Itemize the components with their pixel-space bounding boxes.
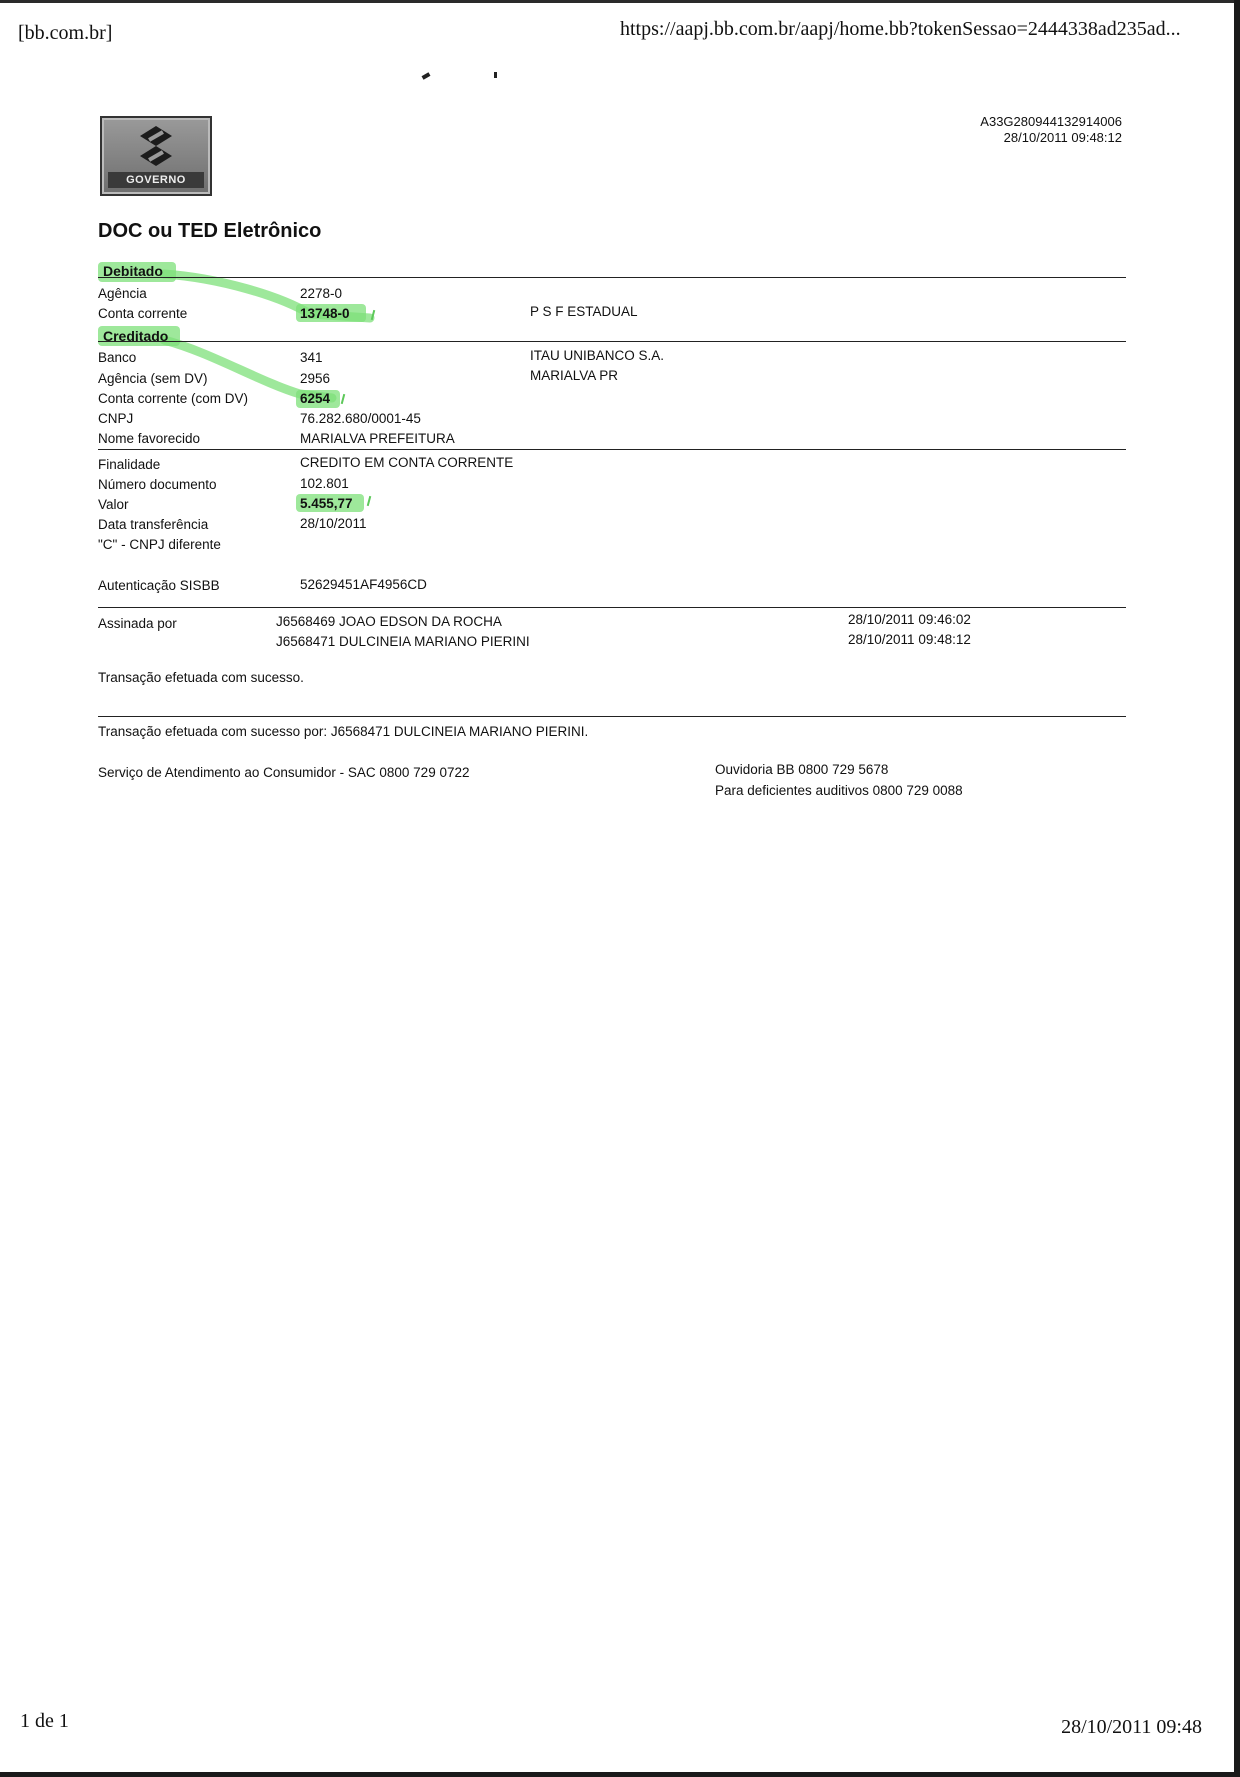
cnpj-different-label: "C" - CNPJ diferente xyxy=(98,537,221,552)
debit-account-label: Conta corrente xyxy=(98,306,188,321)
credit-bank-label: Banco xyxy=(98,350,137,365)
credit-agency-city: MARIALVA PR xyxy=(530,368,619,383)
document-datetime: 28/10/2011 09:48:12 xyxy=(1003,130,1122,145)
debit-account-value: 13748-0 xyxy=(300,306,350,321)
print-datetime: 28/10/2011 09:48 xyxy=(1061,1716,1202,1738)
hearing-impaired-contact: Para deficientes auditivos 0800 729 0088 xyxy=(715,783,963,798)
logo-label: GOVERNO xyxy=(108,172,204,188)
page-title: DOC ou TED Eletrônico xyxy=(98,220,322,242)
document-code: A33G280944132914006 xyxy=(980,114,1122,129)
signed-by-label: Assinada por xyxy=(98,616,177,631)
section-divider xyxy=(98,716,1126,717)
bank-logo xyxy=(100,116,212,196)
highlight-tick xyxy=(367,496,372,506)
section-divider xyxy=(98,607,1126,608)
purpose-value: CREDITO EM CONTA CORRENTE xyxy=(300,455,514,470)
credit-payee-label: Nome favorecido xyxy=(98,431,201,446)
section-divider xyxy=(98,449,1126,450)
page-edge-right xyxy=(1234,0,1240,1777)
page-edge-bottom xyxy=(0,1772,1240,1777)
transfer-date-label: Data transferência xyxy=(98,517,209,532)
credit-bank-value: 341 xyxy=(300,350,323,365)
transfer-date-value: 28/10/2011 xyxy=(300,516,367,531)
status-message: Transação efetuada com sucesso. xyxy=(98,670,304,685)
scan-speck xyxy=(494,72,497,78)
section-creditado-title: Creditado xyxy=(103,328,169,344)
status-message-by: Transação efetuada com sucesso por: J6568471 DULCINEIA MARIANO PIERINI. xyxy=(98,724,589,739)
credit-agency-value: 2956 xyxy=(300,371,331,386)
ouvidoria-contact: Ouvidoria BB 0800 729 5678 xyxy=(715,762,889,777)
credit-cnpj-value: 76.282.680/0001-45 xyxy=(300,411,421,426)
credit-cnpj-label: CNPJ xyxy=(98,411,134,426)
document-number-label: Número documento xyxy=(98,477,217,492)
credit-agency-label: Agência (sem DV) xyxy=(98,371,208,386)
amount-value: 5.455,77 xyxy=(300,496,353,511)
sac-contact: Serviço de Atendimento ao Consumidor - SAC 0800 729 0722 xyxy=(98,765,470,780)
section-divider xyxy=(98,277,1126,278)
signer-datetime: 28/10/2011 09:48:12 xyxy=(848,632,971,647)
credit-account-label: Conta corrente (com DV) xyxy=(98,391,249,406)
document-code-block xyxy=(980,114,1122,146)
debit-agency-label: Agência xyxy=(98,286,147,301)
print-header-site: [bb.com.br] xyxy=(18,22,113,44)
auth-value: 52629451AF4956CD xyxy=(300,577,427,592)
document-number-value: 102.801 xyxy=(300,476,349,491)
signer-name: J6568471 DULCINEIA MARIANO PIERINI xyxy=(276,634,530,649)
bb-logo-icon xyxy=(128,124,184,168)
signer-datetime: 28/10/2011 09:46:02 xyxy=(848,612,971,627)
purpose-label: Finalidade xyxy=(98,457,161,472)
section-divider xyxy=(98,341,1126,342)
section-debitado-title: Debitado xyxy=(103,263,163,279)
signer-name: J6568469 JOAO EDSON DA ROCHA xyxy=(276,614,502,629)
credit-account-value: 6254 xyxy=(300,391,331,406)
credit-payee-value: MARIALVA PREFEITURA xyxy=(300,431,455,446)
auth-label: Autenticação SISBB xyxy=(98,578,220,593)
page-number: 1 de 1 xyxy=(20,1710,69,1732)
print-header-url: https://aapj.bb.com.br/aapj/home.bb?tokenSessao=2444338ad235ad... xyxy=(620,18,1181,40)
credit-bank-name: ITAU UNIBANCO S.A. xyxy=(530,348,665,363)
amount-label: Valor xyxy=(98,497,129,512)
debit-agency-value: 2278-0 xyxy=(300,286,343,301)
page-edge-top xyxy=(0,0,1240,3)
scan-speck xyxy=(422,72,431,79)
debit-account-holder: P S F ESTADUAL xyxy=(530,304,638,319)
